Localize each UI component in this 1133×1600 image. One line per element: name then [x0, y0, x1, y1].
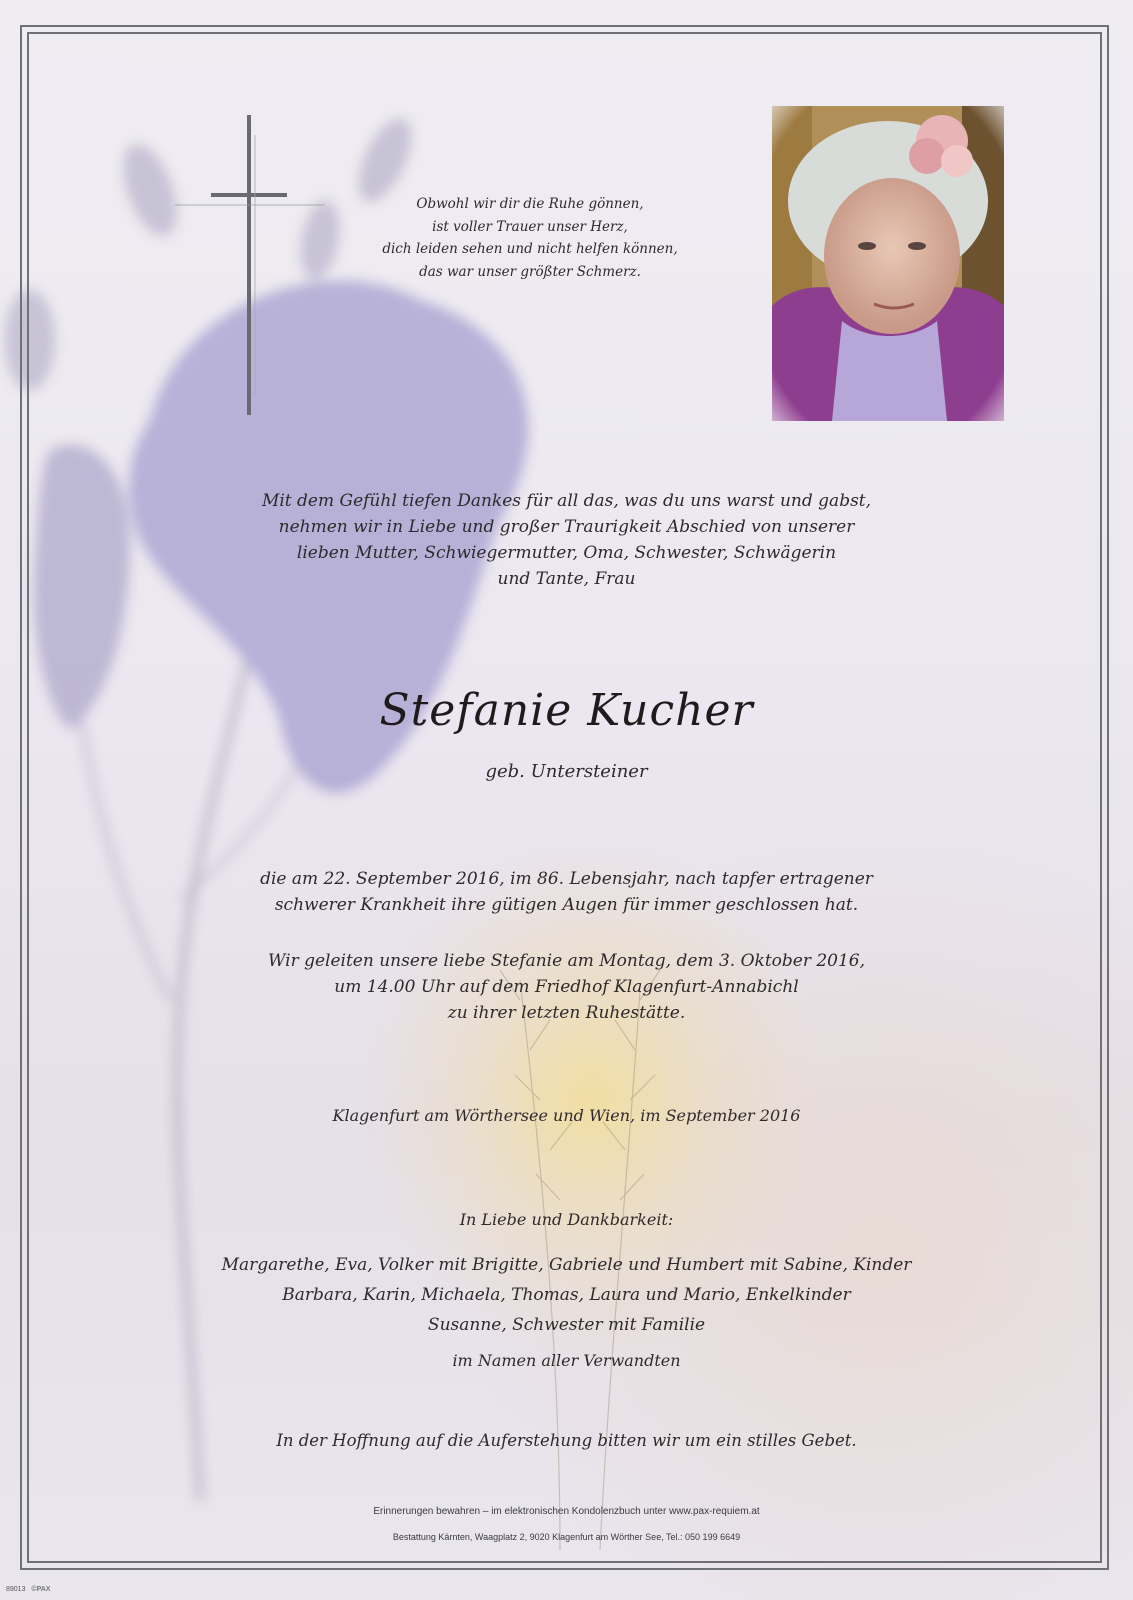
mourners-line: Margarethe, Eva, Volker mit Brigitte, Gabriele und Humbert mit Sabine, Kinder [221, 1255, 912, 1275]
deceased-name: Stefanie Kucher [379, 685, 754, 736]
mourners-heading: In Liebe und Dankbarkeit: [459, 1210, 674, 1229]
closing-prayer: In der Hoffnung auf die Auferstehung bitten wir um ein stilles Gebet. [276, 1431, 857, 1450]
funeral-line: Wir geleiten unsere liebe Stefanie am Montag, dem 3. Oktober 2016, [267, 951, 866, 971]
print-code [6, 1585, 50, 1594]
funeral-info [0, 948, 1133, 1026]
condolence-note: Erinnerungen bewahren – im elektronischen Kondolenzbuch unter www.pax-requiem.at [373, 1506, 760, 1517]
poem-line: ist voller Trauer unser Herz, [432, 218, 628, 235]
death-notice [0, 866, 1133, 918]
intro-line: Mit dem Gefühl tiefen Dankes für all das, was du uns warst und gabst, [261, 491, 872, 511]
death-line: schwerer Krankheit ihre gütigen Augen für immer geschlossen hat. [274, 895, 859, 915]
intro-text [0, 488, 1133, 592]
mourners-list [0, 1250, 1133, 1340]
maiden-name: geb. Untersteiner [485, 761, 648, 782]
intro-line: und Tante, Frau [497, 569, 636, 589]
pax-logo: ©PAX [31, 1586, 51, 1593]
death-line: die am 22. September 2016, im 86. Lebensjahr, nach tapfer ertragener [260, 869, 873, 889]
mourners-behalf: im Namen aller Verwandten [452, 1351, 681, 1370]
poem [290, 193, 770, 283]
funeral-line: um 14.00 Uhr auf dem Friedhof Klagenfurt-Annabichl [334, 977, 799, 997]
print-code-number: 89013 [6, 1586, 26, 1593]
portrait-photo [772, 106, 1004, 421]
funeral-line: zu ihrer letzten Ruhestätte. [447, 1003, 686, 1023]
intro-line: lieben Mutter, Schwiegermutter, Oma, Schwester, Schwägerin [296, 543, 837, 563]
place-date: Klagenfurt am Wörthersee und Wien, im September 2016 [332, 1106, 801, 1125]
intro-line: nehmen wir in Liebe und großer Traurigkeit Abschied von unserer [278, 517, 855, 537]
poem-line: das war unser größter Schmerz. [419, 263, 641, 280]
undertaker-info: Bestattung Kärnten, Waagplatz 2, 9020 Klagenfurt am Wörther See, Tel.: 050 199 6649 [392, 1532, 741, 1542]
mourners-line: Barbara, Karin, Michaela, Thomas, Laura und Mario, Enkelkinder [282, 1285, 851, 1305]
poem-line: dich leiden sehen und nicht helfen können, [382, 241, 678, 257]
poem-line: Obwohl wir dir die Ruhe gönnen, [416, 196, 644, 212]
mourners-line: Susanne, Schwester mit Familie [427, 1315, 706, 1335]
